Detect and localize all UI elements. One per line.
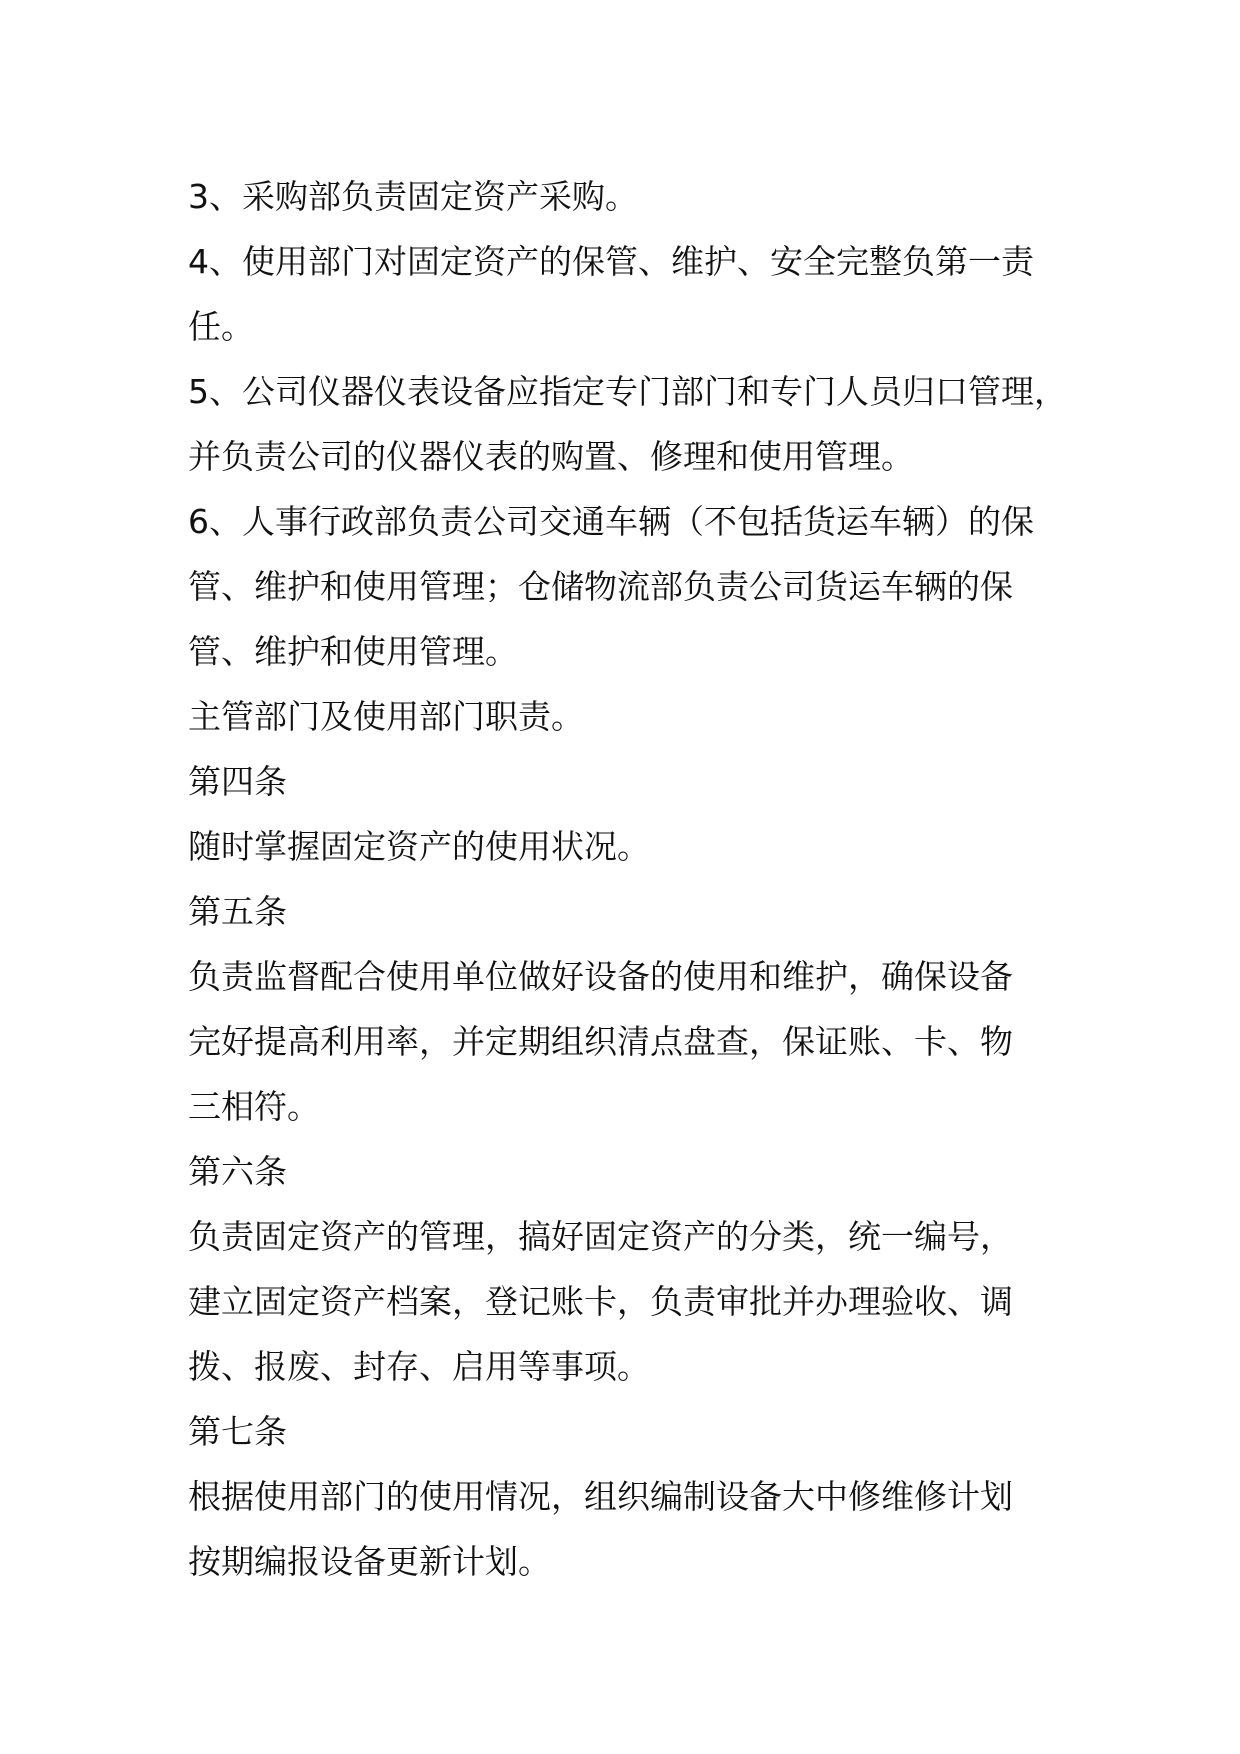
article-heading: 第四条	[188, 762, 287, 801]
text-line: 管、维护和使用管理；仓储物流部负责公司货运车辆的保	[188, 567, 1013, 606]
text-line: 根据使用部门的使用情况，组织编制设备大中修维修计划	[188, 1477, 1013, 1516]
text-line: 管、维护和使用管理。	[188, 632, 518, 671]
article-heading: 第五条	[188, 892, 287, 931]
text-line: 拨、报废、封存、启用等事项。	[188, 1347, 650, 1386]
section-text: 主管部门及使用部门职责。	[188, 697, 584, 736]
text-line: 6、人事行政部负责公司交通车辆（不包括货运车辆）的保	[188, 502, 1034, 541]
text-line: 任。	[188, 307, 254, 346]
text-line: 按期编报设备更新计划。	[188, 1542, 551, 1581]
text-line: 三相符。	[188, 1087, 320, 1126]
text-line: 5、公司仪器仪表设备应指定专门部门和专门人员归口管理，	[188, 372, 1067, 411]
text-line: 并负责公司的仪器仪表的购置、修理和使用管理。	[188, 437, 914, 476]
document-body	[188, 164, 1093, 1594]
text-line: 3、采购部负责固定资产采购。	[188, 177, 638, 216]
text-line: 完好提高利用率，并定期组织清点盘查，保证账、卡、物	[188, 1022, 1013, 1061]
article-heading: 第七条	[188, 1412, 287, 1451]
text-line: 随时掌握固定资产的使用状况。	[188, 827, 650, 866]
text-line: 负责监督配合使用单位做好设备的使用和维护，确保设备	[188, 957, 1013, 996]
text-line: 负责固定资产的管理，搞好固定资产的分类，统一编号，	[188, 1217, 1013, 1256]
text-line: 4、使用部门对固定资产的保管、维护、安全完整负第一责	[188, 242, 1034, 281]
text-line: 建立固定资产档案，登记账卡，负责审批并办理验收、调	[188, 1282, 1013, 1321]
article-heading: 第六条	[188, 1152, 287, 1191]
